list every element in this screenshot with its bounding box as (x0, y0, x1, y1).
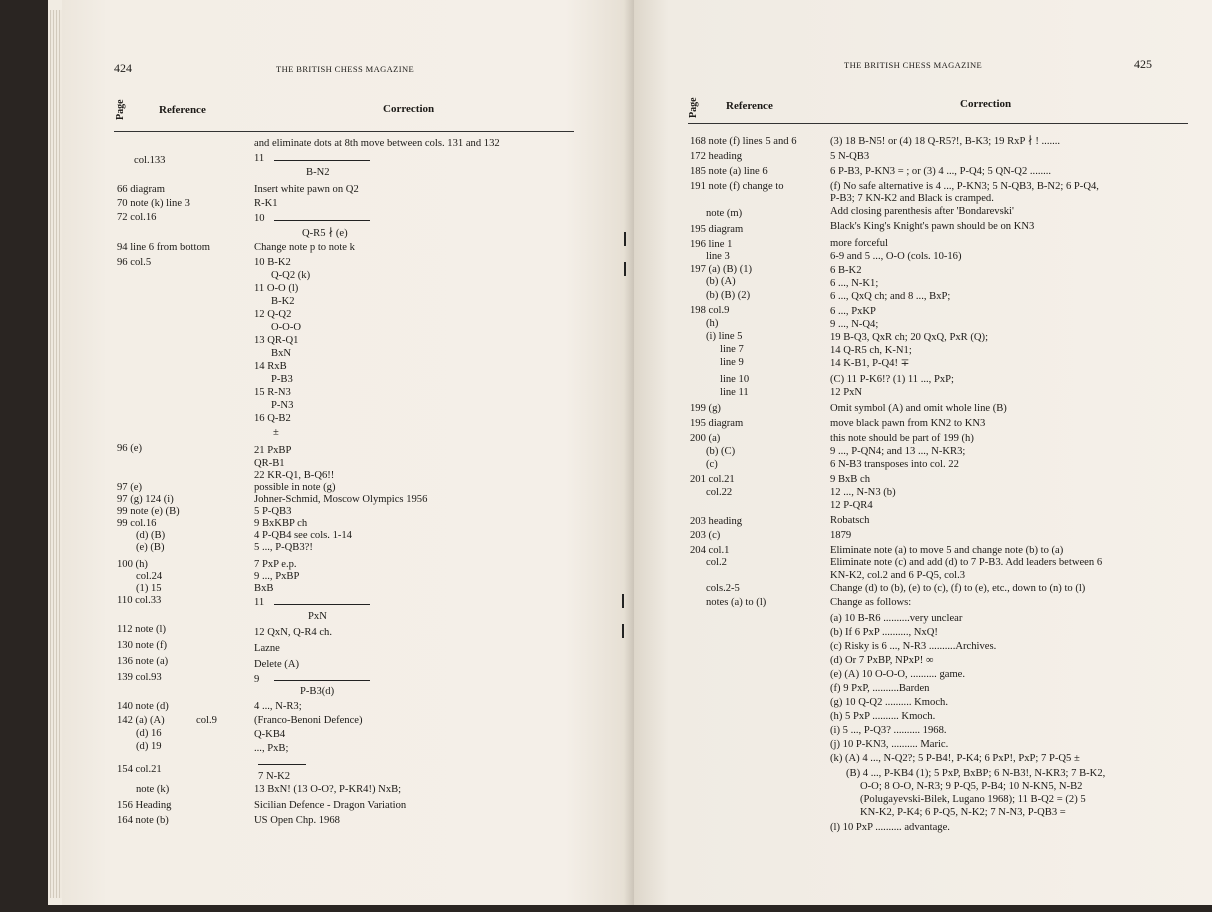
correction-line: (l) 10 PxP .......... advantage. (830, 822, 950, 833)
page-number: 424 (114, 61, 132, 75)
correction-line: US Open Chp. 1968 (254, 815, 340, 826)
reference-item: 94 line 6 from bottom (117, 242, 210, 253)
reference-item: (b) (A) (706, 276, 736, 287)
correction-line: ± (273, 427, 279, 438)
running-head: THE BRITISH CHESS MAGAZINE (844, 60, 983, 70)
correction-line: Change note p to note k (254, 242, 355, 253)
correction-line: 1879 (830, 530, 852, 541)
page-number: 425 (1134, 57, 1152, 71)
correction-line: R-K1 (254, 198, 278, 209)
reference-item: 110 col.33 (117, 595, 162, 606)
reference-item: (b) (B) (2) (706, 290, 751, 301)
correction-line: 5 ..., P-QB3?! (254, 542, 313, 553)
correction-line: (f) No safe alternative is 4 ..., P-KN3; 5 N-QB3, B-N2; 6 P-Q4, (830, 181, 1099, 192)
page-edges (50, 10, 62, 898)
correction-line: (c) Risky is 6 ..., N-R3 ..........Archives. (830, 641, 997, 652)
running-head: THE BRITISH CHESS MAGAZINE (276, 64, 415, 74)
correction-line: (f) 9 PxP, ..........Barden (830, 683, 930, 694)
reference-item: 168 note (f) lines 5 and 6 (690, 136, 797, 147)
correction-column-label: Correction (960, 98, 1012, 110)
reference-item: 191 note (f) change to (690, 181, 784, 192)
margin-mark (622, 594, 624, 608)
reference-item: cols.2-5 (706, 583, 740, 594)
reference-column-label: Reference (726, 100, 773, 112)
margin-mark (624, 262, 626, 276)
reference-item: line 9 (720, 357, 744, 368)
correction-line: 10 (254, 213, 265, 224)
correction-line: 11 O-O (l) (254, 283, 299, 294)
right-page (634, 0, 1212, 905)
margin-mark (622, 624, 624, 638)
correction-line: (a) 10 B-R6 ..........very unclear (830, 613, 963, 624)
reference-item: 142 (a) (A) (117, 715, 165, 726)
correction-line: O-O; 8 O-O, N-R3; 9 P-Q5, P-B4; 10 N-KN5, N-B2 (860, 781, 1083, 792)
correction-line: Add closing parenthesis after 'Bondarevski' (830, 206, 1014, 217)
correction-line: 14 RxB (254, 361, 287, 372)
reference-item: 203 heading (690, 516, 743, 527)
correction-line: 7 N-K2 (258, 771, 291, 782)
correction-line: 9 BxB ch (830, 474, 871, 485)
reference-item: col.22 (706, 487, 733, 498)
correction-line: 4 ..., N-R3; (254, 701, 302, 712)
correction-line: (k) (A) 4 ..., N-Q2?; 5 P-B4!, P-K4; 6 PxP!, PxP; 7 P-Q5 ± (830, 753, 1080, 764)
reference-item: line 7 (720, 344, 744, 355)
correction-line: 12 P-QR4 (830, 500, 873, 511)
correction-line: 11 (254, 153, 265, 164)
page-column-label: Page (115, 99, 126, 120)
correction-line: 11 (254, 597, 265, 608)
reference-item: 195 diagram (690, 418, 744, 429)
correction-line: 9 (254, 674, 260, 685)
correction-line: KN-K2, col.2 and 6 P-Q5, col.3 (830, 570, 966, 581)
correction-line: (3) 18 B-N5! or (4) 18 Q-R5?!, B-K3; 19 RxP ∤ ! ....... (830, 136, 1061, 147)
reference-item: (d) 16 (136, 728, 162, 739)
reference-item: (i) line 5 (706, 331, 743, 342)
move-dash (274, 680, 370, 681)
move-dash (274, 220, 370, 221)
reference-item: 195 diagram (690, 224, 744, 235)
reference-item: 140 note (d) (117, 701, 169, 712)
correction-line: 6 P-B3, P-KN3 = ; or (3) 4 ..., P-Q4; 5 QN-Q2 ........ (830, 166, 1052, 177)
reference-item: 172 heading (690, 151, 743, 162)
correction-line: B-N2 (306, 167, 330, 178)
correction-line: 13 BxN! (13 O-O?, P-KR4!) NxB; (254, 784, 402, 795)
correction-line: 13 QR-Q1 (254, 335, 299, 346)
correction-line: 12 Q-Q2 (254, 309, 292, 320)
correction-line: QR-B1 (254, 458, 285, 469)
reference-item: 72 col.16 (117, 212, 157, 223)
reference-item: line 11 (720, 387, 749, 398)
header-rule (114, 131, 574, 132)
correction-line: 12 QxN, Q-R4 ch. (254, 627, 332, 638)
correction-line: 15 R-N3 (254, 387, 291, 398)
reference-item: 204 col.1 (690, 545, 730, 556)
reference-item: (d) 19 (136, 741, 162, 752)
reference-item: (b) (C) (706, 446, 736, 457)
correction-line: (h) 5 PxP .......... Kmoch. (830, 711, 936, 722)
correction-line: 6 ..., QxQ ch; and 8 ..., BxP; (830, 291, 951, 302)
correction-line: 5 P-QB3 (254, 506, 292, 517)
correction-line: 9 ..., P-QN4; and 13 ..., N-KR3; (830, 446, 966, 457)
correction-line: 16 Q-B2 (254, 413, 291, 424)
correction-line: 21 PxBP (254, 445, 292, 456)
reference-item: col.24 (136, 571, 163, 582)
correction-line: (Franco-Benoni Defence) (254, 715, 363, 726)
move-dash (274, 160, 370, 161)
reference-item: (d) (B) (136, 530, 166, 541)
reference-item: 139 col.93 (117, 672, 162, 683)
correction-line: 7 PxP e.p. (254, 559, 297, 570)
reference-item: 200 (a) (690, 433, 721, 444)
correction-line: P-B3(d) (300, 686, 335, 697)
correction-line: BxB (254, 583, 274, 594)
correction-line: PxN (308, 611, 327, 622)
correction-line: 6 ..., N-K1; (830, 278, 879, 289)
reference-item: 99 note (e) (B) (117, 506, 180, 517)
correction-line: BxN (271, 348, 292, 359)
correction-line: Lazne (254, 643, 280, 654)
correction-line: Black's King's Knight's pawn should be on KN3 (830, 221, 1035, 232)
correction-line: (Polugayevski-Bilek, Lugano 1968); 11 B-Q2 = (2) 5 (860, 794, 1086, 805)
correction-line: (b) If 6 PxP .........., NxQ! (830, 627, 938, 638)
reference-item: 70 note (k) line 3 (117, 198, 190, 209)
reference-item: 100 (h) (117, 559, 148, 570)
correction-line: 12 ..., N-N3 (b) (830, 487, 896, 498)
reference-item: 199 (g) (690, 403, 721, 414)
correction-line: 6 N-B3 transposes into col. 22 (830, 459, 959, 470)
correction-column-label: Correction (383, 103, 435, 115)
correction-line: 6 ..., PxKP (830, 306, 876, 317)
reference-item: 196 line 1 (690, 239, 733, 250)
correction-line: (e) (A) 10 O-O-O, .......... game. (830, 669, 966, 680)
reference-item: note (m) (706, 208, 743, 219)
correction-line: KN-K2, P-K4; 6 P-Q5, N-K2; 7 N-N3, P-QB3 = (860, 807, 1066, 818)
move-dash (258, 764, 306, 765)
left-page (62, 0, 634, 905)
reference-item: 66 diagram (117, 184, 165, 195)
reference-item: 154 col.21 (117, 764, 162, 775)
correction-line: Robatsch (830, 515, 870, 526)
correction-line: move black pawn from KN2 to KN3 (830, 418, 986, 429)
correction-line: (j) 10 P-KN3, .......... Maric. (830, 739, 949, 750)
reference-item: 197 (a) (B) (1) (690, 264, 753, 275)
reference-item: 97 (g) 124 (i) (117, 494, 174, 505)
correction-line: B-K2 (271, 296, 295, 307)
reference-column-label: Reference (159, 104, 206, 116)
correction-line: Q-KB4 (254, 729, 286, 740)
reference-item: col.133 (134, 155, 166, 166)
correction-line: ..., PxB; (254, 743, 289, 754)
page-column-label: Page (688, 97, 699, 118)
margin-mark (624, 232, 626, 246)
reference-item: 164 note (b) (117, 815, 169, 826)
correction-line: Eliminate note (c) and add (d) to 7 P-B3. Add leaders between 6 (830, 557, 1103, 568)
correction-line: Change as follows: (830, 597, 912, 608)
correction-line: Insert white pawn on Q2 (254, 184, 359, 195)
correction-line: Delete (A) (254, 659, 299, 670)
correction-line: 9 ..., N-Q4; (830, 319, 879, 330)
reference-item: (h) (706, 318, 719, 329)
correction-line: Omit symbol (A) and omit whole line (B) (830, 403, 1007, 414)
correction-line: (g) 10 Q-Q2 .......... Kmoch. (830, 697, 948, 708)
reference-item: 203 (c) (690, 530, 721, 541)
correction-line: 22 KR-Q1, B-Q6!! (254, 470, 335, 481)
correction-line: (i) 5 ..., P-Q3? .......... 1968. (830, 725, 947, 736)
reference-item: 136 note (a) (117, 656, 169, 667)
reference-item: 96 col.5 (117, 257, 152, 268)
reference-item: (c) (706, 459, 718, 470)
move-dash (274, 604, 370, 605)
correction-line: Eliminate note (a) to move 5 and change note (b) to (a) (830, 545, 1064, 556)
reference-item: 130 note (f) (117, 640, 168, 651)
reference-item: col.9 (196, 715, 217, 726)
correction-line: (C) 11 P-K6!? (1) 11 ..., PxP; (830, 374, 954, 385)
correction-line: 19 B-Q3, QxR ch; 20 QxQ, PxR (Q); (830, 332, 989, 343)
correction-line: P-B3 (271, 374, 293, 385)
correction-line: O-O-O (271, 322, 302, 333)
correction-line: Johner-Schmid, Moscow Olympics 1956 (254, 494, 428, 505)
correction-line: P-N3 (271, 400, 294, 411)
correction-line: 12 PxN (830, 387, 863, 398)
reference-item: 185 note (a) line 6 (690, 166, 768, 177)
header-rule (688, 123, 1188, 124)
reference-item: 201 col.21 (690, 474, 735, 485)
correction-line: 14 Q-R5 ch, K-N1; (830, 345, 912, 356)
correction-line: P-B3; 7 KN-K2 and Black is cramped. (830, 193, 994, 204)
reference-item: line 3 (706, 251, 730, 262)
correction-line: possible in note (g) (254, 482, 336, 493)
correction-line: (d) Or 7 PxBP, NPxP! ∞ (830, 655, 934, 666)
correction-line: Change (d) to (b), (e) to (c), (f) to (e), etc., down to (n) to (l) (830, 583, 1086, 594)
correction-line: and eliminate dots at 8th move between cols. 131 and 132 (254, 138, 500, 149)
correction-line: 9 ..., PxBP (254, 571, 300, 582)
reference-item: (1) 15 (136, 583, 162, 594)
reference-item: 99 col.16 (117, 518, 157, 529)
correction-line: Sicilian Defence - Dragon Variation (254, 800, 407, 811)
reference-item: (e) (B) (136, 542, 165, 553)
correction-line: 14 K-B1, P-Q4! ∓ (830, 358, 910, 369)
correction-line: 5 N-QB3 (830, 151, 870, 162)
correction-line: (B) 4 ..., P-KB4 (1); 5 PxP, BxBP; 6 N-B3!, N-KR3; 7 B-K2, (846, 768, 1106, 779)
correction-line: 6-9 and 5 ..., O-O (cols. 10-16) (830, 251, 962, 262)
correction-line: Q-R5 ∤ (e) (302, 228, 348, 239)
reference-item: col.2 (706, 557, 727, 568)
correction-line: 4 P-QB4 see cols. 1-14 (254, 530, 352, 541)
correction-line: Q-Q2 (k) (271, 270, 311, 281)
reference-item: 97 (e) (117, 482, 142, 493)
reference-item: 198 col.9 (690, 305, 730, 316)
correction-line: 10 B-K2 (254, 257, 291, 268)
reference-item: notes (a) to (l) (706, 597, 767, 608)
reference-item: note (k) (136, 784, 170, 795)
correction-line: more forceful (830, 238, 888, 249)
reference-item: 156 Heading (117, 800, 172, 811)
correction-line: this note should be part of 199 (h) (830, 433, 974, 444)
correction-line: 9 BxKBP ch (254, 518, 308, 529)
correction-line: 6 B-K2 (830, 265, 862, 276)
reference-item: 96 (e) (117, 443, 142, 454)
reference-item: line 10 (720, 374, 750, 385)
reference-item: 112 note (l) (117, 624, 167, 635)
